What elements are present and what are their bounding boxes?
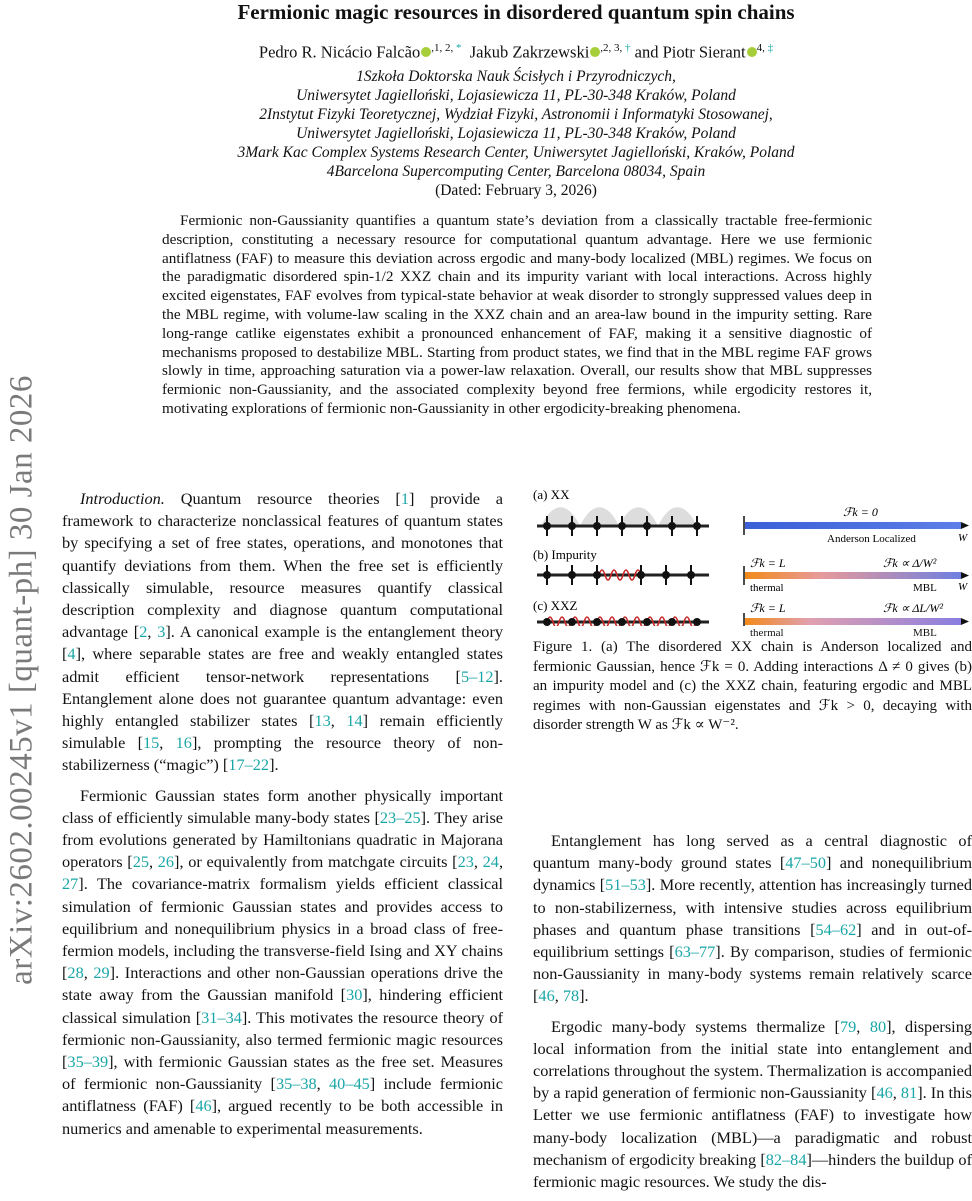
text-run: ], dispersing local information from the initial state into entanglement and correlations throughout the system. Thermalization is accompanied by a rapid generation of fermionic non-Gaussianity [: [533, 1016, 972, 1103]
citation-link[interactable]: 4: [67, 644, 76, 664]
text-run: ], where separable states are free and weakly entangled states admit efficient tensor-network representations [: [62, 644, 503, 686]
text-run: ,: [473, 852, 483, 872]
arxiv-sidebar: [2, 280, 42, 1080]
xxz-thermal-formula: ℱk = L: [750, 601, 786, 615]
citation-link[interactable]: 46: [876, 1083, 893, 1103]
text-run: ] remain efficiently simulable [: [62, 711, 504, 753]
impurity-bar: [745, 572, 961, 579]
paper-title: Fermionic magic resources in disordered quantum spin chains: [237, 0, 795, 24]
citation-link[interactable]: 54–62: [815, 919, 857, 939]
xxz-mbl-formula: ℱk ∝ ΔL/W²: [883, 601, 943, 615]
text-run: ]. Interactions and other non-Gaussian operations drive the state away from the Gaussian manifold [: [62, 963, 503, 1005]
citation-link[interactable]: 47–50: [785, 853, 826, 873]
xxz-chain-diagram: [537, 617, 709, 626]
figure-caption: Figure 1. (a) The disordered XX chain is Anderson localized and fermionic Gaussian, hence ℱk = 0. Adding interactions Δ ≠ 0 gives (b) an impurity model and (c) the XXZ chain, featuring ergodic and MBL regimes with non-Gaussian eigenstates and ℱk > 0, decaying with disorder strength W as ℱk ∝ W⁻².: [533, 639, 972, 733]
orcid-icon[interactable]: [747, 47, 757, 57]
left-column: [62, 488, 503, 1148]
text-run: ].: [269, 755, 279, 775]
paragraph: [533, 1016, 972, 1194]
citation-link[interactable]: 15: [143, 733, 160, 753]
impurity-thermal-label: thermal: [750, 582, 784, 594]
paragraph: [62, 785, 503, 1140]
text-run: ]. More recently, attention has increasingly turned to non-stabilizerness, with intensive studies across equilibrium phases and quantum phase transitions [: [533, 875, 972, 939]
citation-link[interactable]: 79: [839, 1016, 857, 1036]
impurity-mbl-label: MBL: [913, 582, 937, 594]
text-run: ].: [579, 986, 589, 1006]
citation-link[interactable]: 29: [93, 963, 110, 983]
author-list: [60, 42, 972, 63]
xxz-bar: [745, 618, 961, 625]
text-run: ] provide a framework to characterize nonclassical features of quantum states by specifying a set of free states, operations, and monotones that quantify deviations from them. When the free set is efficiently classically simulable, resource measures quantify classical description complexity and diagnose quantum computational advantage [: [62, 489, 503, 642]
text-run: ,: [83, 963, 94, 983]
orcid-icon[interactable]: [590, 47, 600, 57]
text-run: ] include fermionic antiflatness (FAF) [: [62, 1074, 503, 1116]
text-run: ,: [330, 711, 347, 731]
footnote-mark[interactable]: *: [455, 42, 462, 54]
citation-link[interactable]: 46: [538, 986, 555, 1006]
text-run: ], or equivalently from matchgate circuits [: [174, 852, 458, 872]
citation-link[interactable]: 40–45: [329, 1074, 370, 1094]
citation-link[interactable]: 5–12: [460, 666, 494, 686]
orcid-icon[interactable]: [421, 47, 431, 57]
text-run: ], argued recently to be both accessible in numerics and amenable to experimental measurements.: [62, 1096, 503, 1138]
arxiv-identifier: arXiv:2602.00245v1 [quant-ph] 30 Jan 2026: [3, 375, 40, 985]
citation-link[interactable]: 24: [482, 852, 499, 872]
figure-1-graphic: [533, 486, 972, 626]
citation-link[interactable]: 80: [869, 1016, 887, 1036]
citation-link[interactable]: 23–25: [379, 807, 421, 827]
citation-link[interactable]: 25: [132, 852, 149, 872]
xxz-mbl-label: MBL: [913, 627, 937, 639]
footnote-mark[interactable]: †: [625, 42, 631, 54]
text-run: Quantum resource theories [: [164, 489, 401, 508]
citation-link[interactable]: 31–34: [201, 1007, 242, 1027]
text-run: ], hindering efficient classical simulation [: [62, 985, 503, 1027]
text-run: ]. The covariance-matrix formalism yields efficient classical simulation of fermionic Gaussian states and provides access to equilibrium and nonequilibrium physics in a broad class of free-fermion models, including the transverse-field Ising and XY chains [: [62, 874, 503, 983]
text-run: ,: [147, 622, 158, 642]
text-run: ,: [316, 1074, 330, 1094]
impurity-chain-diagram: [537, 565, 709, 585]
text-run: ]—hinders the buildup of fermionic magic resources. We study the dis-: [533, 1149, 972, 1192]
and-word: and: [634, 42, 659, 62]
citation-link[interactable]: 82–84: [765, 1149, 807, 1169]
affiliations: [60, 67, 972, 200]
citation-link[interactable]: 14: [346, 711, 363, 731]
citation-link[interactable]: 51–53: [605, 875, 646, 895]
citation-link[interactable]: 27: [62, 874, 79, 894]
text-run: ,: [148, 852, 158, 872]
axis-w-label: W: [958, 532, 968, 544]
xx-formula: ℱk = 0: [843, 505, 878, 519]
paragraph: [62, 488, 503, 777]
right-column: [533, 830, 972, 1201]
citation-link[interactable]: 17–22: [228, 755, 270, 775]
citation-link[interactable]: 23: [457, 852, 474, 872]
author-affiliation-marks: ,2, 3,: [600, 42, 626, 54]
citation-link[interactable]: 1: [400, 489, 409, 508]
citation-link[interactable]: 81: [900, 1083, 918, 1103]
axis-w-label: W: [958, 581, 968, 593]
citation-link[interactable]: 26: [157, 852, 175, 872]
text-run: ,: [892, 1083, 901, 1103]
affiliation-line: Uniwersytet Jagielloński, Lojasiewicza 11, PL-30-348 Kraków, Poland: [296, 125, 736, 142]
section-lead: Introduction.: [80, 489, 165, 508]
author-affiliation-marks: 4,: [756, 42, 768, 54]
citation-link[interactable]: 28: [67, 963, 84, 983]
citation-link[interactable]: 13: [314, 711, 331, 731]
citation-link[interactable]: 2: [139, 622, 148, 642]
abstract: Fermionic non-Gaussianity quantifies a quantum state’s deviation from a classically tractable free-fermionic description, constituting a necessary resource for computational quantum advantage. Here we use fermionic antiflatness (FAF) to measure this deviation across ergodic and many-body localized (MBL) regimes. We focus on the paradigmatic disordered spin-1/2 XXZ chain and its impurity variant with local interactions. Across highly excited eigenstates, FAF evolves from typical-state behavior at weak disorder to strongly suppressed values deep in the MBL regime, with volume-law scaling in the XXZ chain and an area-law bound in the impurity setting. Rare long-range catlike eigenstates exhibit a pronounced enhancement of FAF, making it a sensitive diagnostic of mechanisms proposed to destabilize MBL. Starting from product states, we find that in the MBL regime FAF grows slowly in time, approaching saturation via a power-law relaxation. Overall, our results show that MBL suppresses fermionic non-Gaussianity, and the associated complexity beyond free fermions, while ergodicity restores it, motivating explorations of fermionic non-Gaussianity in other ergodicity-breaking phenomena.: [162, 212, 872, 417]
citation-link[interactable]: 3: [157, 622, 166, 642]
text-run: Fermionic Gaussian states form another physically important class of efficiently simulable many-body states [: [62, 785, 503, 827]
author-name: Piotr Sierant: [662, 42, 746, 62]
affiliation-line: 1Szkoła Doktorska Nauk Ścisłych i Przyrodniczych,: [356, 68, 676, 85]
text-run: ]. Entanglement alone does not guarantee quantum advantage: even highly entangled stabilizer states [: [62, 666, 503, 731]
text-run: ,: [159, 733, 176, 753]
text-run: ]. By comparison, studies of fermionic non-Gaussianity in many-body systems remain relatively scarce [: [533, 942, 972, 1006]
text-run: ,: [856, 1016, 870, 1036]
impurity-thermal-formula: ℱk = L: [750, 556, 786, 570]
affiliation-line: 4Barcelona Supercomputing Center, Barcelona 08034, Spain: [326, 163, 706, 180]
panel-b-label: (b) Impurity: [533, 547, 597, 562]
figure-1: [533, 486, 972, 626]
date-line: (Dated: February 3, 2026): [435, 182, 597, 199]
citation-link[interactable]: 16: [175, 733, 192, 753]
text-run: ], with fermionic Gaussian states as the free set. Measures of fermionic non-Gaussianity [: [62, 1052, 503, 1094]
xx-chain-diagram: [537, 507, 709, 536]
anderson-label: Anderson Localized: [827, 533, 916, 545]
text-run: ,: [498, 852, 504, 872]
affiliation-line: Uniwersytet Jagielloński, Lojasiewicza 11, PL-30-348 Kraków, Poland: [296, 87, 736, 104]
text-run: ] and in out-of-equilibrium settings [: [533, 919, 972, 962]
citation-link[interactable]: 30: [346, 985, 363, 1005]
text-run: ]. A canonical example is the entanglement theory [: [62, 622, 504, 664]
citation-link[interactable]: 78: [562, 986, 580, 1006]
affiliation-line: 3Mark Kac Complex Systems Research Center, Uniwersytet Jagielloński, Kraków, Poland: [237, 144, 795, 161]
citation-link[interactable]: 35–38: [275, 1074, 317, 1094]
text-run: Entanglement has long served as a central diagnostic of quantum many-body ground states [: [533, 831, 972, 873]
anderson-bar: [745, 522, 961, 529]
affiliation-line: 2Instytut Fizyki Teoretycznej, Wydział Fizyki, Astronomii i Informatyki Stosowanej,: [259, 106, 773, 123]
author-name: Pedro R. Nicácio Falcão: [258, 42, 421, 62]
text-run: ], prompting the resource theory of non-stabilizerness (“magic”) [: [62, 733, 504, 775]
citation-link[interactable]: 35–39: [67, 1052, 109, 1072]
impurity-mbl-formula: ℱk ∝ Δ/W²: [883, 556, 937, 570]
paragraph: [533, 830, 972, 1008]
text-run: ]. They arise from evolutions generated by Hamiltonians quadratic in Majorana operators [: [62, 807, 504, 872]
panel-c-label: (c) XXZ: [533, 598, 578, 613]
panel-a-label: (a) XX: [533, 487, 570, 502]
text-run: ] and nonequilibrium dynamics [: [533, 853, 972, 895]
author-name: Jakub Zakrzewski: [469, 42, 590, 62]
author-affiliation-marks: ,1, 2,: [431, 42, 456, 54]
text-run: ,: [554, 986, 563, 1006]
footnote-mark[interactable]: ‡: [767, 42, 774, 54]
text-run: Ergodic many-body systems thermalize [: [551, 1016, 840, 1036]
text-run: ]. This motivates the resource theory of fermionic non-Gaussianity, also termed fermionic magic resources [: [62, 1007, 504, 1072]
citation-link[interactable]: 46: [195, 1096, 212, 1116]
xxz-thermal-label: thermal: [750, 627, 784, 639]
text-run: ]. In this Letter we use fermionic antiflatness (FAF) to investigate how many-body localization (MBL)—a paradigmatic and robust mechanism of ergodicity breaking [: [533, 1083, 972, 1169]
citation-link[interactable]: 63–77: [674, 942, 716, 962]
